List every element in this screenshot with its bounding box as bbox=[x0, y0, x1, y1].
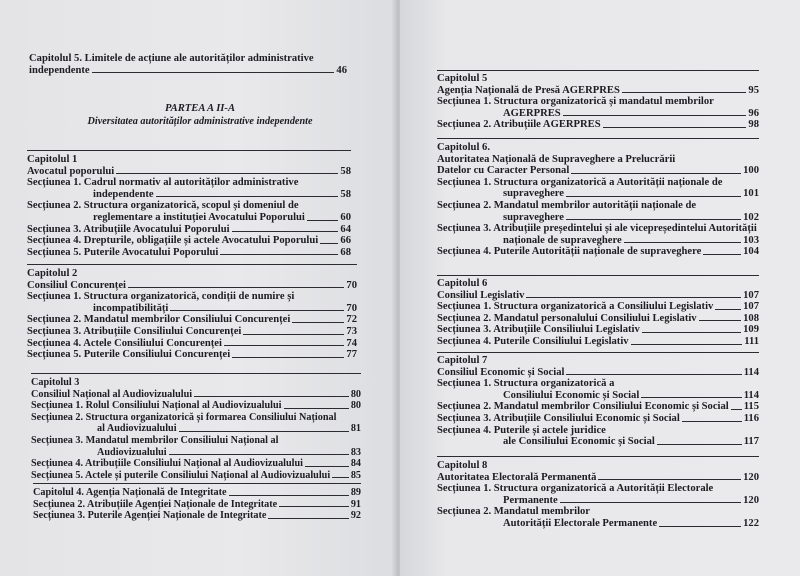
toc-entry[interactable]: AGERPRES 96 bbox=[503, 107, 759, 119]
toc-entry[interactable]: Autoritatea Electorală Permanentă 120 bbox=[437, 471, 759, 483]
toc-entry[interactable]: Secțiunea 2. Mandatul personalului Consiliului Legislativ 108 bbox=[437, 312, 759, 324]
toc-entry[interactable]: naționale de supraveghere 103 bbox=[503, 234, 759, 246]
left-page bbox=[0, 0, 396, 576]
toc-entry[interactable]: supraveghere 101 bbox=[503, 188, 759, 200]
chapter-label: Capitolul 6. bbox=[437, 142, 490, 153]
toc-entry[interactable]: Secțiunea 3. Atribuțiile Consiliului Concurenței 73 bbox=[27, 325, 357, 337]
toc-entry[interactable]: Secțiunea 5. Actele și puterile Consiliului Național al Audiovizualului 85 bbox=[31, 469, 361, 481]
toc-entry[interactable]: Permanente 120 bbox=[503, 494, 759, 506]
toc-chapter-1: Capitolul 1 Avocatul poporului 58 Secțiunea 1. Cadrul normativ al autorităților administrative independente 58 Secțiunea 2. Structura organizatorică, scopul și domeniul de reglementare a instituției Avocatului Poporului 60 Secțiunea 3. Atribuțiile Avocatului Poporului 64 Secțiunea 4. Drepturile, obligațiile și actele Avocatului Poporului 66 Secțiunea 5. Puterile Avocatului Poporului 68 bbox=[27, 150, 351, 258]
chapter-label: Capitolul 5 bbox=[437, 73, 488, 84]
toc-entry[interactable]: Secțiunea 2. Mandatul membrilor Consiliului Concurenței 72 bbox=[27, 314, 357, 326]
toc-entry[interactable]: supraveghere 102 bbox=[503, 211, 759, 223]
toc-chapter-8: Capitolul 8 Autoritatea Electorală Permanentă 120 Secțiunea 1. Structura organizatorică a Autorității Electorale Permanente 120 Secțiunea 2. Mandatul membrilor Autorității Electorale Permanente 122 bbox=[437, 456, 759, 530]
toc-entry[interactable]: Consiliul Legislativ 107 bbox=[437, 289, 759, 301]
toc-entry[interactable]: Secțiunea 4. Drepturile, obligațiile și actele Avocatului Poporului 66 bbox=[27, 235, 351, 247]
toc-entry[interactable]: Secțiunea 4. Puterile Consiliului Legislativ 111 bbox=[437, 335, 759, 347]
chapter-label: Capitolul 2 bbox=[27, 268, 78, 279]
toc-entry[interactable]: Secțiunea 4. Atribuțiile Consiliului Național al Audiovizualului 84 bbox=[31, 458, 361, 470]
part-subtitle: Diversitatea autorităților administrative independente bbox=[87, 116, 313, 127]
toc-chapter-6-legislative bbox=[437, 275, 759, 348]
toc-entry[interactable]: Secțiunea 1. Rolul Consiliului Național al Audiovizualului 80 bbox=[31, 400, 361, 412]
right-page bbox=[400, 0, 800, 576]
toc-entry[interactable]: Secțiunea 4. Puterile Autorității naționale de supraveghere 104 bbox=[437, 246, 759, 258]
toc-entry[interactable]: Secțiunea 5. Puterile Consiliului Concurenței 77 bbox=[27, 349, 357, 361]
toc-entry[interactable]: Consiliul Concurenței 70 bbox=[27, 279, 357, 291]
toc-entry[interactable]: Secțiunea 4. Actele Consiliului Concurenței 74 bbox=[27, 337, 357, 349]
toc-entry-chapter5-limits[interactable]: Capitolul 5. Limitele de acțiune ale autorităților administrative independente 46 bbox=[29, 53, 347, 76]
toc-entry[interactable]: incompatibilități 70 bbox=[93, 302, 357, 314]
toc-entry[interactable]: al Audiovizualului 81 bbox=[97, 423, 361, 435]
part-title: PARTEA A II-A bbox=[164, 103, 236, 114]
toc-chapter-3: Capitolul 3 Consiliul Național al Audiovizualului 80 Secțiunea 1. Rolul Consiliului Național al Audiovizualului 80 Secțiunea 2. Structura organizatorică și formarea Consiliului Național al Audiovizualului 81 Secțiunea 3. Mandatul membrilor Consiliului Național al Audiovizualului 83 Secțiunea 4. Atribuțiile Consiliului Național al Audiovizualului 84 Secțiunea 5. Actele și puterile Consiliului Național al Audiovizualului 85 bbox=[31, 373, 361, 481]
chapter-label: Capitolul 7 bbox=[437, 355, 488, 366]
toc-chapter-7: Capitolul 7 Consiliul Economic și Social 114 Secțiunea 1. Structura organizatorică a Consiliului Economic și Social 114 Secțiunea 2. Mandatul membrilor Consiliului Economic și Social 115 Secțiunea 3. Atribuțiile Consiliului Economic și Social 116 Secțiunea 4. Puterile și actele juridice ale Consiliului Economic și Social 117 bbox=[437, 352, 759, 448]
toc-entry[interactable]: Autorității Electorale Permanente 122 bbox=[503, 517, 759, 529]
toc-entry[interactable]: Secțiunea 3. Atribuțiile Avocatului Poporului 64 bbox=[27, 223, 351, 235]
toc-entry[interactable]: Agenția Națională de Presă AGERPRES 95 bbox=[437, 84, 759, 96]
toc-entry[interactable]: Audiovizualului 83 bbox=[97, 446, 361, 458]
toc-entry[interactable]: Secțiunea 1. Structura organizatorică a Consiliului Legislativ 107 bbox=[437, 301, 759, 313]
chapter-label: Capitolul 3 bbox=[31, 377, 80, 388]
toc-entry[interactable]: reglementare a instituției Avocatului Poporului 60 bbox=[93, 211, 351, 223]
toc-chapter-5: Capitolul 5 Agenția Națională de Presă AGERPRES 95 Secțiunea 1. Structura organizatorică și mandatul membrilor AGERPRES 96 Secțiunea 2. Atribuțiile AGERPRES 98 bbox=[437, 70, 759, 131]
toc-entry[interactable]: ale Consiliului Economic și Social 117 bbox=[503, 436, 759, 448]
toc-entry[interactable]: Capitolul 4. Agenția Națională de Integritate 89 bbox=[33, 487, 361, 498]
toc-chapter-2: Capitolul 2 Consiliul Concurenței 70 Secțiunea 1. Structura organizatorică, condiții de numire și incompatibilități 70 Secțiunea 2. Mandatul membrilor Consiliului Concurenței 72 Secțiunea 3. Atribuțiile Consiliului Concurenței 73 Secțiunea 4. Actele Consiliului Concurenței 74 Secțiunea 5. Puterile Consiliului Concurenței 77 bbox=[27, 264, 357, 361]
chapter-label: Capitolul 6 bbox=[437, 278, 488, 289]
toc-entry[interactable]: Datelor cu Caracter Personal 100 bbox=[437, 165, 759, 177]
toc-entry[interactable]: Secțiunea 3. Atribuțiile Consiliului Legislativ 109 bbox=[437, 324, 759, 336]
toc-chapter-6-data-protection: Capitolul 6. Autoritatea Națională de Supraveghere a Prelucrării Datelor cu Caracter Personal 100 Secțiunea 1. Structura organizatorică a Autorității naționale de supraveghere 101 Secțiunea 2. Mandatul membrilor autorității naționale de supraveghere 102 Secțiunea 3. Atribuțiile președintelui și ale vicepreședintelui Autorității naționale de supraveghere 103 Secțiunea 4. Puterile Autorității naționale de supraveghere 104 bbox=[437, 138, 759, 258]
toc-chapter-4 bbox=[33, 483, 361, 522]
toc-entry[interactable]: Secțiunea 3. Puterile Agenției Naționale de Integritate 92 bbox=[33, 510, 361, 522]
toc-entry[interactable]: Avocatul poporului 58 bbox=[27, 165, 351, 177]
toc-entry[interactable]: Secțiunea 2. Atribuțiile Agenției Naționale de Integritate 91 bbox=[33, 498, 361, 510]
chapter-label: Capitolul 8 bbox=[437, 460, 488, 471]
toc-entry[interactable]: independente 58 bbox=[93, 188, 351, 200]
toc-entry[interactable]: Consiliului Economic și Social 114 bbox=[503, 389, 759, 401]
toc-entry[interactable]: Secțiunea 3. Atribuțiile Consiliului Economic și Social 116 bbox=[437, 412, 759, 424]
toc-entry[interactable]: Secțiunea 5. Puterile Avocatului Poporului 68 bbox=[27, 246, 351, 258]
toc-entry[interactable]: Secțiunea 2. Atribuțiile AGERPRES 98 bbox=[437, 119, 759, 131]
toc-entry[interactable]: Consiliul Național al Audiovizualului 80 bbox=[31, 388, 361, 400]
toc-entry[interactable]: Consiliul Economic și Social 114 bbox=[437, 366, 759, 378]
chapter-label: Capitolul 1 bbox=[27, 154, 78, 165]
toc-entry[interactable]: Secțiunea 2. Mandatul membrilor Consiliului Economic și Social 115 bbox=[437, 401, 759, 413]
